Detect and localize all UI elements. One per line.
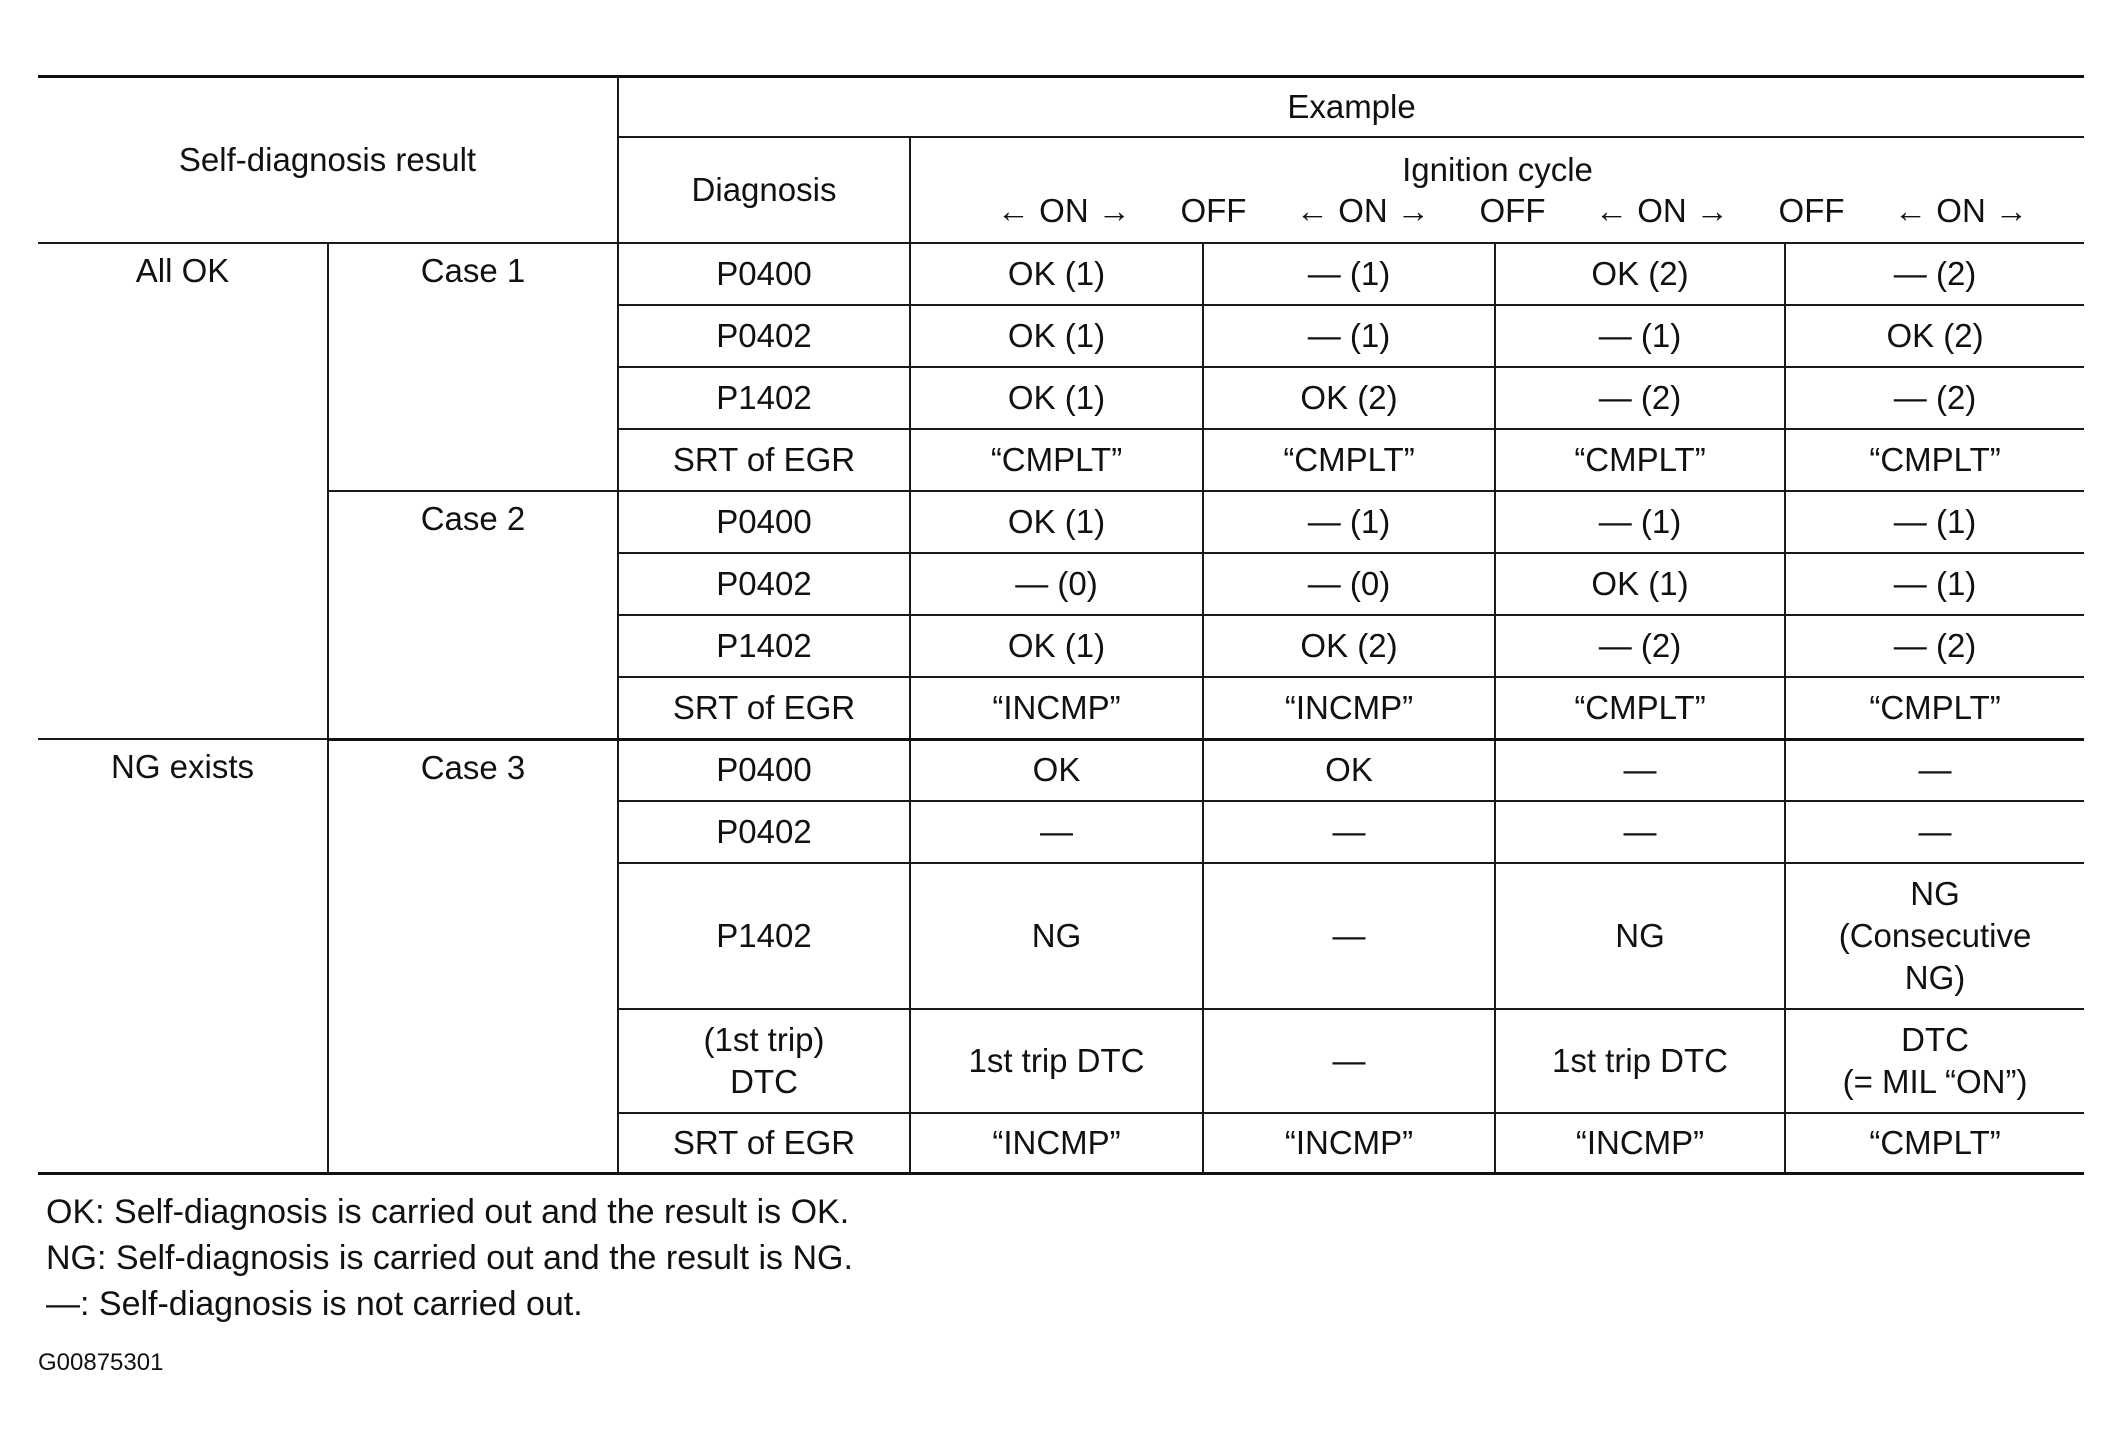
diagnosis-cell: P0402 — [618, 305, 910, 367]
figure-id: G00875301 — [38, 1348, 164, 1376]
result-cell: — — [1785, 739, 2084, 801]
diagnosis-cell: P0402 — [618, 801, 910, 863]
result-cell: OK (1) — [910, 615, 1203, 677]
result-cell: OK — [1203, 739, 1495, 801]
result-cell: “CMPLT” — [1785, 1113, 2084, 1173]
result-line: NG) — [1904, 959, 1966, 996]
result-line: DTC — [1901, 1021, 1969, 1058]
result-cell: — — [1203, 801, 1495, 863]
diagnosis-cell: P0402 — [618, 553, 910, 615]
result-cell-multiline — [1785, 863, 2084, 1009]
result-cell: — (1) — [1785, 491, 2084, 553]
result-cell: — — [1495, 739, 1785, 801]
result-cell: 1st trip DTC — [910, 1009, 1203, 1113]
result-cell: OK (2) — [1495, 243, 1785, 305]
diagnosis-cell-multiline — [618, 1009, 910, 1113]
cycle-on-2: ← ON → — [1296, 192, 1430, 230]
diagnosis-header: Diagnosis — [618, 137, 910, 243]
result-cell: — (1) — [1203, 491, 1495, 553]
table-row — [38, 491, 2084, 553]
result-cell: — (0) — [910, 553, 1203, 615]
result-cell: OK (1) — [1495, 553, 1785, 615]
result-cell: “INCMP” — [910, 677, 1203, 739]
result-cell: “CMPLT” — [1785, 429, 2084, 491]
diagnosis-cell: P0400 — [618, 491, 910, 553]
self-diagnosis-table — [38, 75, 2084, 1175]
result-cell: “INCMP” — [1203, 677, 1495, 739]
case-2-label: Case 2 — [328, 491, 618, 739]
case-3-label: Case 3 — [328, 739, 618, 1173]
result-cell: OK (2) — [1785, 305, 2084, 367]
group-ng-exists: NG exists — [38, 739, 328, 1173]
result-cell: — — [1785, 801, 2084, 863]
case-1-label: Case 1 — [328, 243, 618, 491]
result-cell: — (1) — [1203, 243, 1495, 305]
group-all-ok: All OK — [38, 243, 328, 739]
result-cell: — (1) — [1785, 553, 2084, 615]
diagnosis-cell: SRT of EGR — [618, 1113, 910, 1173]
diagnosis-cell: P1402 — [618, 863, 910, 1009]
result-cell: “CMPLT” — [1495, 429, 1785, 491]
result-cell: — — [1203, 1009, 1495, 1113]
result-cell: “CMPLT” — [1203, 429, 1495, 491]
result-cell: 1st trip DTC — [1495, 1009, 1785, 1113]
result-cell: — (2) — [1785, 615, 2084, 677]
diagnosis-line: (1st trip) — [703, 1021, 825, 1058]
cycle-on-1: ← ON → — [997, 192, 1131, 230]
cycle-on-3: ← ON → — [1595, 192, 1729, 230]
result-line: (= MIL “ON”) — [1842, 1063, 2028, 1100]
result-cell: OK (2) — [1203, 615, 1495, 677]
note-dash: —: Self-diagnosis is not carried out. — [46, 1284, 583, 1323]
diagnosis-line: DTC — [730, 1063, 798, 1100]
result-cell: — (1) — [1495, 491, 1785, 553]
diagnosis-cell: P1402 — [618, 367, 910, 429]
srt-diagnosis-document — [38, 75, 2084, 1377]
diagnosis-cell: SRT of EGR — [618, 677, 910, 739]
result-cell: — — [1495, 801, 1785, 863]
ignition-cycle-header — [910, 137, 2084, 243]
result-cell: — (2) — [1785, 243, 2084, 305]
legend-notes — [38, 1189, 2084, 1327]
result-cell: OK — [910, 739, 1203, 801]
table-row — [38, 243, 2084, 305]
result-cell: NG — [1495, 863, 1785, 1009]
self-diagnosis-result-header: Self-diagnosis result — [38, 77, 618, 244]
result-cell: — — [1203, 863, 1495, 1009]
result-cell: OK (1) — [910, 243, 1203, 305]
result-cell: — (0) — [1203, 553, 1495, 615]
result-cell: NG — [910, 863, 1203, 1009]
result-line: (Consecutive — [1838, 917, 2032, 954]
result-cell: “INCMP” — [1495, 1113, 1785, 1173]
result-cell: “CMPLT” — [1495, 677, 1785, 739]
diagnosis-cell: P0400 — [618, 739, 910, 801]
result-cell: — (2) — [1785, 367, 2084, 429]
cycle-on-4: ← ON → — [1894, 192, 2028, 230]
result-cell: “INCMP” — [910, 1113, 1203, 1173]
cycle-off-2: OFF — [1479, 192, 1546, 230]
example-header: Example — [618, 77, 2084, 138]
note-ng: NG: Self-diagnosis is carried out and the result is NG. — [46, 1238, 853, 1277]
result-cell: OK (2) — [1203, 367, 1495, 429]
cycle-off-3: OFF — [1778, 192, 1845, 230]
result-cell: — — [910, 801, 1203, 863]
result-cell: “CMPLT” — [1785, 677, 2084, 739]
result-cell: “CMPLT” — [910, 429, 1203, 491]
result-cell-multiline — [1785, 1009, 2084, 1113]
diagnosis-cell: P0400 — [618, 243, 910, 305]
result-cell: — (1) — [1203, 305, 1495, 367]
result-cell: — (1) — [1495, 305, 1785, 367]
result-cell: OK (1) — [910, 367, 1203, 429]
ignition-cycle-title: Ignition cycle — [1402, 151, 1593, 189]
result-cell: OK (1) — [910, 305, 1203, 367]
ignition-cycle-sequence — [917, 191, 2078, 231]
table-row — [38, 739, 2084, 801]
result-cell: “INCMP” — [1203, 1113, 1495, 1173]
note-ok: OK: Self-diagnosis is carried out and the result is OK. — [46, 1192, 850, 1231]
result-cell: — (2) — [1495, 367, 1785, 429]
header-row-1 — [38, 77, 2084, 138]
result-line: NG — [1910, 875, 1960, 912]
cycle-off-1: OFF — [1180, 192, 1247, 230]
result-cell: OK (1) — [910, 491, 1203, 553]
result-cell: — (2) — [1495, 615, 1785, 677]
diagnosis-cell: SRT of EGR — [618, 429, 910, 491]
diagnosis-cell: P1402 — [618, 615, 910, 677]
